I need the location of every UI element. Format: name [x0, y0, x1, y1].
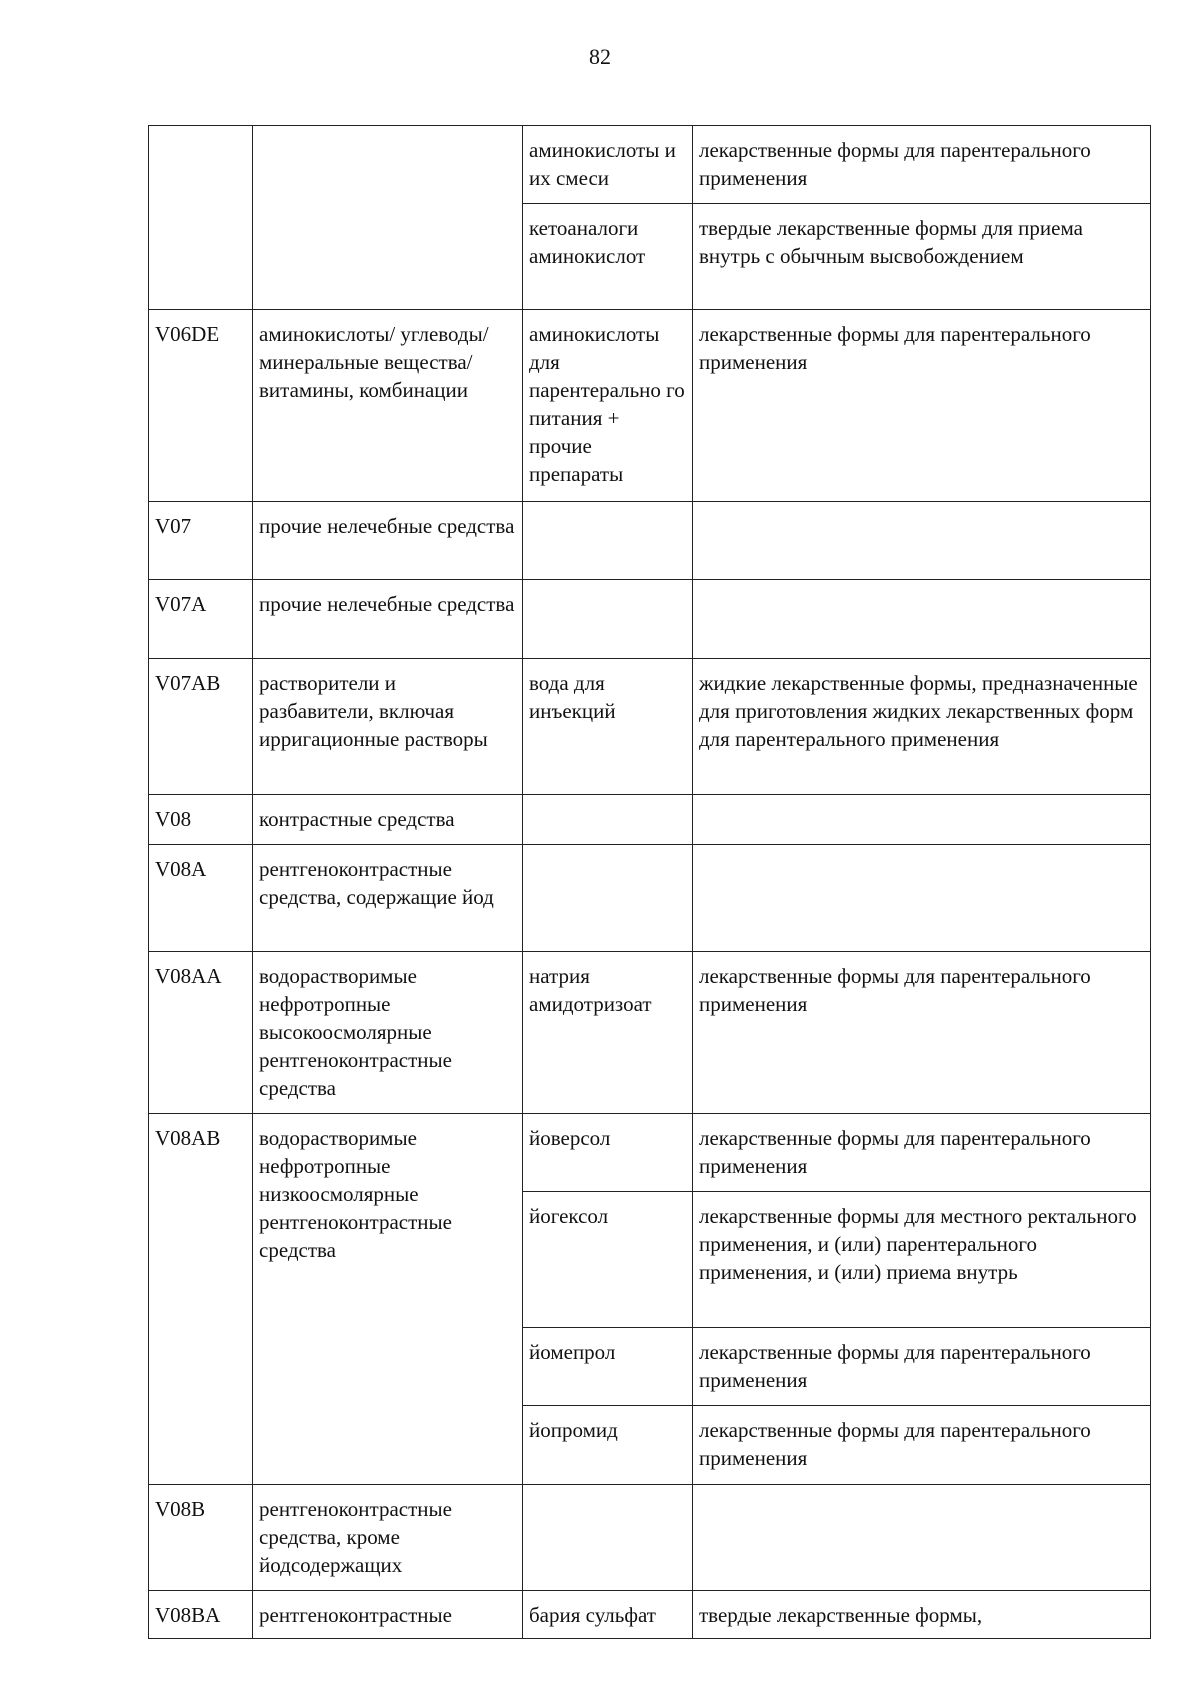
dosage-form-cell: твердые лекарственные формы для приема внутрь с обычным высвобождением — [693, 204, 1151, 310]
table-row — [149, 126, 1151, 204]
dosage-form-cell: лекарственные формы для парентерального применения — [693, 126, 1151, 204]
table-row — [149, 795, 1151, 845]
table-row — [149, 952, 1151, 1114]
drug-name-cell: аминокислоты для парентерально го питания + прочие препараты — [523, 310, 693, 502]
group-name-cell: водорастворимые нефротропные низкоосмолярные рентгеноконтрастные средства — [253, 1114, 523, 1485]
atc-code-cell: V08 — [149, 795, 253, 845]
drug-name-cell — [523, 580, 693, 659]
drug-name-cell: натрия амидотризоат — [523, 952, 693, 1114]
table-row — [149, 1114, 1151, 1192]
dosage-form-cell — [693, 795, 1151, 845]
group-name-cell: водорастворимые нефротропные высокоосмолярные рентгеноконтрастные средства — [253, 952, 523, 1114]
table-row — [149, 580, 1151, 659]
table-row — [149, 1591, 1151, 1639]
dosage-form-cell: лекарственные формы для парентерального применения — [693, 310, 1151, 502]
dosage-form-cell: лекарственные формы для парентерального применения — [693, 952, 1151, 1114]
dosage-form-cell: твердые лекарственные формы, — [693, 1591, 1151, 1639]
atc-code-cell: V07 — [149, 502, 253, 580]
dosage-form-cell: жидкие лекарственные формы, предназначенные для приготовления жидких лекарственных форм для парентерального применения — [693, 659, 1151, 795]
dosage-form-cell: лекарственные формы для парентерального применения — [693, 1328, 1151, 1406]
atc-code-cell — [149, 126, 253, 310]
group-name-cell — [253, 126, 523, 310]
dosage-form-cell — [693, 580, 1151, 659]
atc-code-cell: V08AA — [149, 952, 253, 1114]
table-row — [149, 502, 1151, 580]
group-name-cell: растворители и разбавители, включая ирригационные растворы — [253, 659, 523, 795]
atc-code-cell: V08BA — [149, 1591, 253, 1639]
drug-name-cell — [523, 795, 693, 845]
group-name-cell: прочие нелечебные средства — [253, 502, 523, 580]
table-row — [149, 845, 1151, 952]
page-number: 82 — [589, 44, 611, 69]
dosage-form-cell: лекарственные формы для парентерального применения — [693, 1406, 1151, 1485]
drug-name-cell: бария сульфат — [523, 1591, 693, 1639]
atc-code-cell: V08B — [149, 1485, 253, 1591]
group-name-cell: рентгеноконтрастные средства, кроме йодсодержащих — [253, 1485, 523, 1591]
drug-name-cell: йомепрол — [523, 1328, 693, 1406]
drug-name-cell: йоверсол — [523, 1114, 693, 1192]
dosage-form-cell — [693, 845, 1151, 952]
atc-code-cell: V07AB — [149, 659, 253, 795]
drug-name-cell: аминокислоты и их смеси — [523, 126, 693, 204]
table-row — [149, 1485, 1151, 1591]
drug-table — [148, 125, 1151, 1639]
atc-code-cell: V08A — [149, 845, 253, 952]
group-name-cell: контрастные средства — [253, 795, 523, 845]
atc-code-cell: V07A — [149, 580, 253, 659]
atc-code-cell: V08AB — [149, 1114, 253, 1485]
drug-name-cell: вода для инъекций — [523, 659, 693, 795]
table-row — [149, 659, 1151, 795]
group-name-cell: рентгеноконтрастные средства, содержащие йод — [253, 845, 523, 952]
dosage-form-cell — [693, 1485, 1151, 1591]
drug-name-cell: йогексол — [523, 1192, 693, 1328]
dosage-form-cell — [693, 502, 1151, 580]
group-name-cell: рентгеноконтрастные — [253, 1591, 523, 1639]
drug-name-cell — [523, 1485, 693, 1591]
dosage-form-cell: лекарственные формы для парентерального применения — [693, 1114, 1151, 1192]
drug-name-cell: кетоаналоги аминокислот — [523, 204, 693, 310]
dosage-form-cell: лекарственные формы для местного ректального применения, и (или) парентерального применения, и (или) приема внутрь — [693, 1192, 1151, 1328]
atc-code-cell: V06DE — [149, 310, 253, 502]
group-name-cell: аминокислоты/ углеводы/минеральные вещества/витамины, комбинации — [253, 310, 523, 502]
table-row — [149, 310, 1151, 502]
group-name-cell: прочие нелечебные средства — [253, 580, 523, 659]
drug-name-cell — [523, 845, 693, 952]
drug-name-cell — [523, 502, 693, 580]
drug-name-cell: йопромид — [523, 1406, 693, 1485]
